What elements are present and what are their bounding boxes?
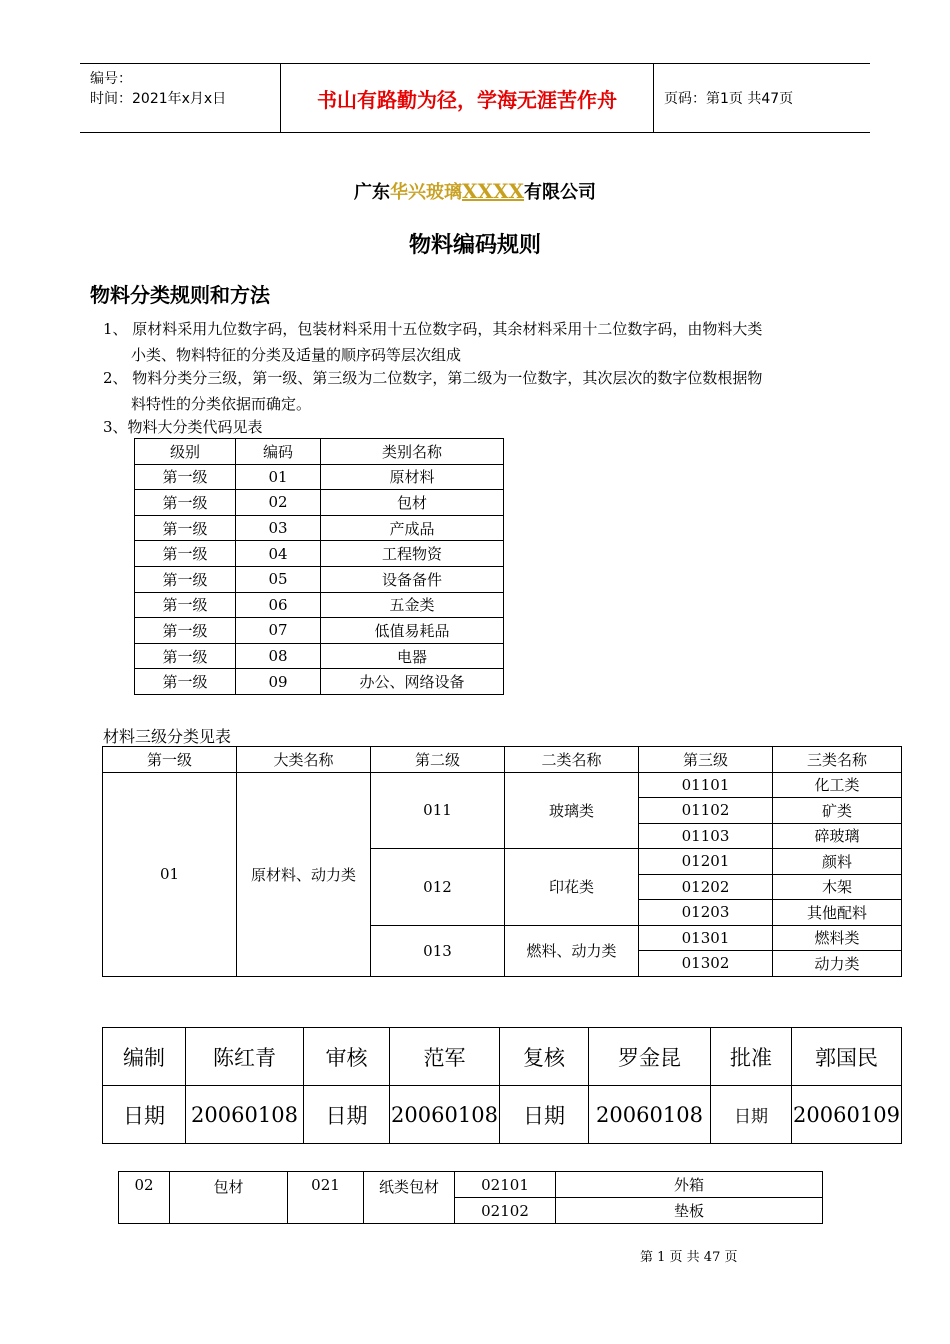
signoff-cell: 陈红青 xyxy=(186,1028,304,1086)
table-header: 第三级 xyxy=(639,747,773,773)
paragraph-2 xyxy=(103,365,893,417)
table-header: 级别 xyxy=(135,439,236,465)
signoff-cell: 罗金昆 xyxy=(589,1028,711,1086)
table-row xyxy=(135,464,504,490)
table-header: 二类名称 xyxy=(505,747,639,773)
signoff-cell: 郭国民 xyxy=(792,1028,902,1086)
page-header xyxy=(80,63,870,133)
three-level-table xyxy=(102,746,902,977)
level3-cell: 01103 xyxy=(639,823,773,849)
level3-cell: 01301 xyxy=(639,925,773,951)
name3-cell: 碎玻璃 xyxy=(773,823,902,849)
table-header-row xyxy=(135,439,504,465)
table-cell: 产成品 xyxy=(321,515,504,541)
section-title: 物料分类规则和方法 xyxy=(90,283,270,307)
level3-cell: 01202 xyxy=(639,874,773,900)
table-row xyxy=(103,772,902,798)
table-cell: 02 xyxy=(236,490,321,516)
table-cell: 01 xyxy=(236,464,321,490)
table-cell: 第一级 xyxy=(135,566,236,592)
paragraph-1 xyxy=(103,316,893,368)
packaging-table xyxy=(118,1171,823,1224)
table-row xyxy=(135,566,504,592)
table-cell: 第一级 xyxy=(135,541,236,567)
table-cell: 工程物资 xyxy=(321,541,504,567)
table-cell: 第一级 xyxy=(135,669,236,695)
table-cell: 07 xyxy=(236,618,321,644)
name2-cell: 纸类包材 xyxy=(364,1172,455,1224)
table-cell: 09 xyxy=(236,669,321,695)
serial-label: 编号： xyxy=(90,71,132,87)
doc-title: 物料编码规则 xyxy=(408,233,541,258)
header-page-info: 页码：第1页 共47页 xyxy=(664,91,794,107)
date-label: 时间：2021年x月x日 xyxy=(90,91,227,107)
paragraph-line: 1、 原材料采用九位数字码，包装材料采用十五位数字码，其余材料采用十二位数字码，由物料大类 xyxy=(103,320,763,338)
signoff-cell: 20060108 xyxy=(390,1086,500,1144)
paragraph-line: 料特性的分类依据而确定。 xyxy=(131,395,312,413)
name2-cell: 燃料、动力类 xyxy=(505,925,639,976)
level1-cell: 02 xyxy=(119,1172,170,1224)
table-cell: 电器 xyxy=(321,643,504,669)
paragraph-line: 小类、物料特征的分类及适量的顺序码等层次组成 xyxy=(131,346,462,364)
company-placeholder: XXXX xyxy=(461,179,525,203)
paragraph-3: 3、物料大分类代码见表 xyxy=(103,418,263,436)
table-row xyxy=(135,515,504,541)
table-cell: 办公、网络设备 xyxy=(321,669,504,695)
signoff-cell: 日期 xyxy=(304,1086,390,1144)
name3-cell: 动力类 xyxy=(773,951,902,977)
table-row xyxy=(135,643,504,669)
table-cell: 五金类 xyxy=(321,592,504,618)
level3-cell: 01101 xyxy=(639,772,773,798)
level2-cell: 013 xyxy=(371,925,505,976)
table2-caption: 材料三级分类见表 xyxy=(103,727,232,746)
table-header: 三类名称 xyxy=(773,747,902,773)
table-row xyxy=(119,1172,823,1198)
table-row xyxy=(135,592,504,618)
table-cell: 08 xyxy=(236,643,321,669)
table-cell: 包材 xyxy=(321,490,504,516)
signoff-row xyxy=(103,1086,902,1144)
signoff-cell: 批准 xyxy=(711,1028,792,1086)
level2-cell: 012 xyxy=(371,849,505,926)
category-cell: 原材料、动力类 xyxy=(237,772,371,976)
name3-cell: 颜料 xyxy=(773,849,902,875)
company-suffix: 有限公司 xyxy=(524,182,597,203)
paragraph-line: 2、 物料分类分三级，第一级、第三级为二位数字，第二级为一位数字，其次层次的数字位数根据物 xyxy=(103,369,763,387)
level3-cell: 01201 xyxy=(639,849,773,875)
signoff-row xyxy=(103,1028,902,1086)
table-header: 第一级 xyxy=(103,747,237,773)
name3-cell: 木架 xyxy=(773,874,902,900)
signoff-cell: 日期 xyxy=(500,1086,589,1144)
name3-cell: 矿类 xyxy=(773,798,902,824)
company-mid: 华兴玻璃 xyxy=(389,182,462,203)
signoff-cell: 20060109 xyxy=(792,1086,902,1144)
table-cell: 06 xyxy=(236,592,321,618)
header-motto: 书山有路勤为径，学海无涯苦作舟 xyxy=(281,64,654,132)
table-header: 类别名称 xyxy=(321,439,504,465)
table-cell: 第一级 xyxy=(135,643,236,669)
category-table xyxy=(134,438,504,695)
signoff-cell: 20060108 xyxy=(186,1086,304,1144)
page-footer: 第 1 页 共 47 页 xyxy=(640,1250,738,1265)
signoff-cell: 编制 xyxy=(103,1028,186,1086)
name2-cell: 印花类 xyxy=(505,849,639,926)
table-cell: 低值易耗品 xyxy=(321,618,504,644)
name3-cell: 垫板 xyxy=(556,1198,823,1224)
signoff-cell: 20060108 xyxy=(589,1086,711,1144)
name3-cell: 化工类 xyxy=(773,772,902,798)
table-row xyxy=(135,541,504,567)
name3-cell: 燃料类 xyxy=(773,925,902,951)
table-cell: 第一级 xyxy=(135,515,236,541)
table-cell: 第一级 xyxy=(135,592,236,618)
company-name xyxy=(0,178,950,204)
table-cell: 第一级 xyxy=(135,464,236,490)
level3-cell: 01102 xyxy=(639,798,773,824)
signoff-cell: 范军 xyxy=(390,1028,500,1086)
signoff-cell: 审核 xyxy=(304,1028,390,1086)
signoff-cell: 日期 xyxy=(103,1086,186,1144)
table-cell: 第一级 xyxy=(135,618,236,644)
category-cell: 包材 xyxy=(170,1172,288,1224)
table-cell: 03 xyxy=(236,515,321,541)
table-cell: 设备备件 xyxy=(321,566,504,592)
level1-cell: 01 xyxy=(103,772,237,976)
level2-cell: 011 xyxy=(371,772,505,849)
table-row xyxy=(135,618,504,644)
table-cell: 第一级 xyxy=(135,490,236,516)
table-header: 大类名称 xyxy=(237,747,371,773)
level3-cell: 02101 xyxy=(455,1172,556,1198)
table-header: 第二级 xyxy=(371,747,505,773)
name2-cell: 玻璃类 xyxy=(505,772,639,849)
company-prefix: 广东 xyxy=(353,182,390,203)
level3-cell: 01302 xyxy=(639,951,773,977)
table-cell: 原材料 xyxy=(321,464,504,490)
signoff-cell: 复核 xyxy=(500,1028,589,1086)
signoff-table xyxy=(102,1027,902,1144)
level3-cell: 02102 xyxy=(455,1198,556,1224)
signoff-cell: 日期 xyxy=(711,1086,792,1144)
name3-cell: 其他配料 xyxy=(773,900,902,926)
level3-cell: 01203 xyxy=(639,900,773,926)
header-meta xyxy=(80,64,281,132)
table-row xyxy=(135,669,504,695)
table-cell: 04 xyxy=(236,541,321,567)
table-row xyxy=(135,490,504,516)
table-header: 编码 xyxy=(236,439,321,465)
level2-cell: 021 xyxy=(288,1172,364,1224)
name3-cell: 外箱 xyxy=(556,1172,823,1198)
table-cell: 05 xyxy=(236,566,321,592)
table-header-row xyxy=(103,747,902,773)
